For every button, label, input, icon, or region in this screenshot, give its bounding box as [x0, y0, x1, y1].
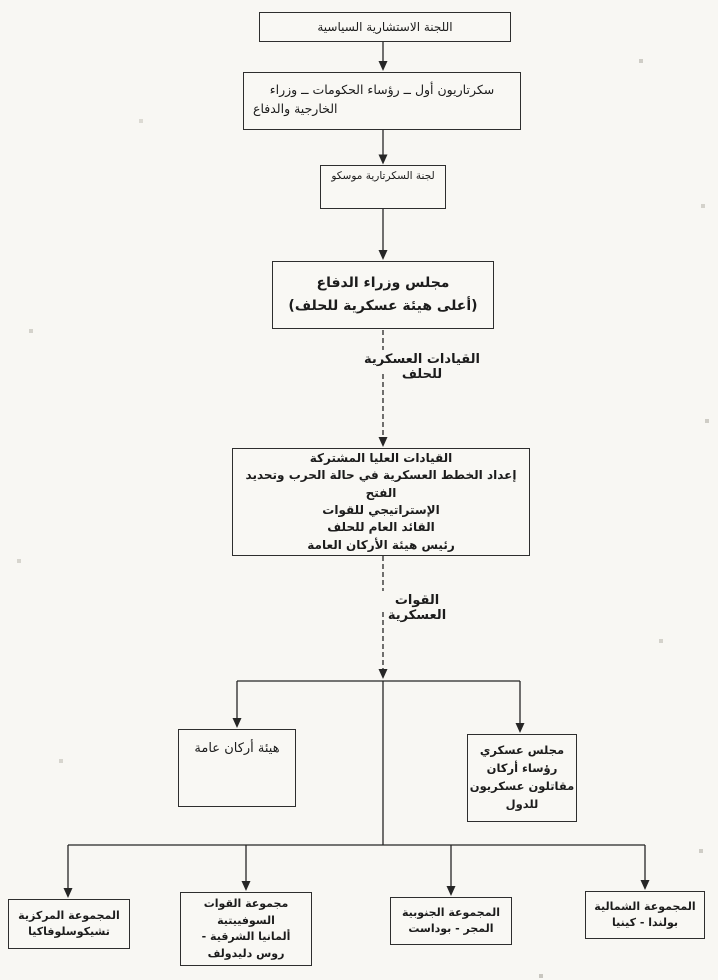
- node-text-line: القائد العام للحلف: [327, 520, 435, 535]
- node-text-line: الخارجية والدفاع: [253, 101, 338, 117]
- node-text: هيئة أركان عامة: [194, 741, 280, 756]
- node-moscow-secretariat-committee: [320, 165, 446, 209]
- node-text-line: روس دليدولف: [207, 946, 285, 960]
- node-central-group: [8, 899, 130, 949]
- node-text-line: المجموعة الشمالية: [594, 899, 696, 913]
- node-text: اللجنة الاستشارية السياسية: [317, 20, 453, 34]
- node-text-line: المجموعة الجنوبية: [402, 905, 500, 919]
- node-text-line: الإستراتيجي للقوات: [322, 503, 440, 517]
- node-military-council: [467, 734, 577, 822]
- node-northern-group: [585, 891, 705, 939]
- node-text-line: ألمانيا الشرقية -: [201, 930, 291, 943]
- node-text-line: سكرتاريون أول ــ رؤساء الحكومات ــ وزراء: [269, 82, 495, 97]
- node-text-line: بولندا - كينيا: [612, 916, 678, 929]
- node-general-staff: [178, 729, 296, 807]
- node-text-line: مجلس عسكري: [479, 743, 565, 758]
- label-alliance-military-commands: القيادات العسكرية للحلف: [364, 352, 480, 382]
- node-text-line: القيادات العليا المشتركة: [309, 450, 453, 465]
- node-defense-ministers-council: [272, 261, 494, 329]
- node-text: لجنة السكرتارية موسكو: [331, 170, 435, 182]
- node-text-line: المجر - بوداست: [408, 922, 494, 935]
- node-joint-high-commands: [232, 448, 530, 556]
- node-secretaries-heads-ministers: [243, 72, 521, 130]
- label-military-forces: القوات العسكرية: [387, 593, 447, 623]
- node-text-line: رؤساء أركان: [486, 761, 558, 776]
- node-soviet-forces-group: [180, 892, 312, 966]
- node-text-line: إعداد الخطط العسكرية في حالة الحرب وتحديد الفتح: [245, 468, 517, 500]
- node-text-line: رئيس هيئة الأركان العامة: [307, 537, 455, 552]
- node-southern-group: [390, 897, 512, 945]
- node-text-line: تشيكوسلوفاكيا: [28, 925, 110, 938]
- node-text-line: مجلس وزراء الدفاع: [316, 274, 450, 291]
- node-text-line: المجموعة المركزية: [18, 908, 120, 922]
- node-text-line: مقاتلون عسكريون: [469, 779, 575, 793]
- node-text-line: مجموعة القوات السوفييتية: [203, 897, 289, 927]
- node-political-consultative-committee: [259, 12, 511, 42]
- node-text-line: للدول: [505, 796, 539, 811]
- node-text-line: (أعلى هيئة عسكرية للحلف): [288, 298, 478, 314]
